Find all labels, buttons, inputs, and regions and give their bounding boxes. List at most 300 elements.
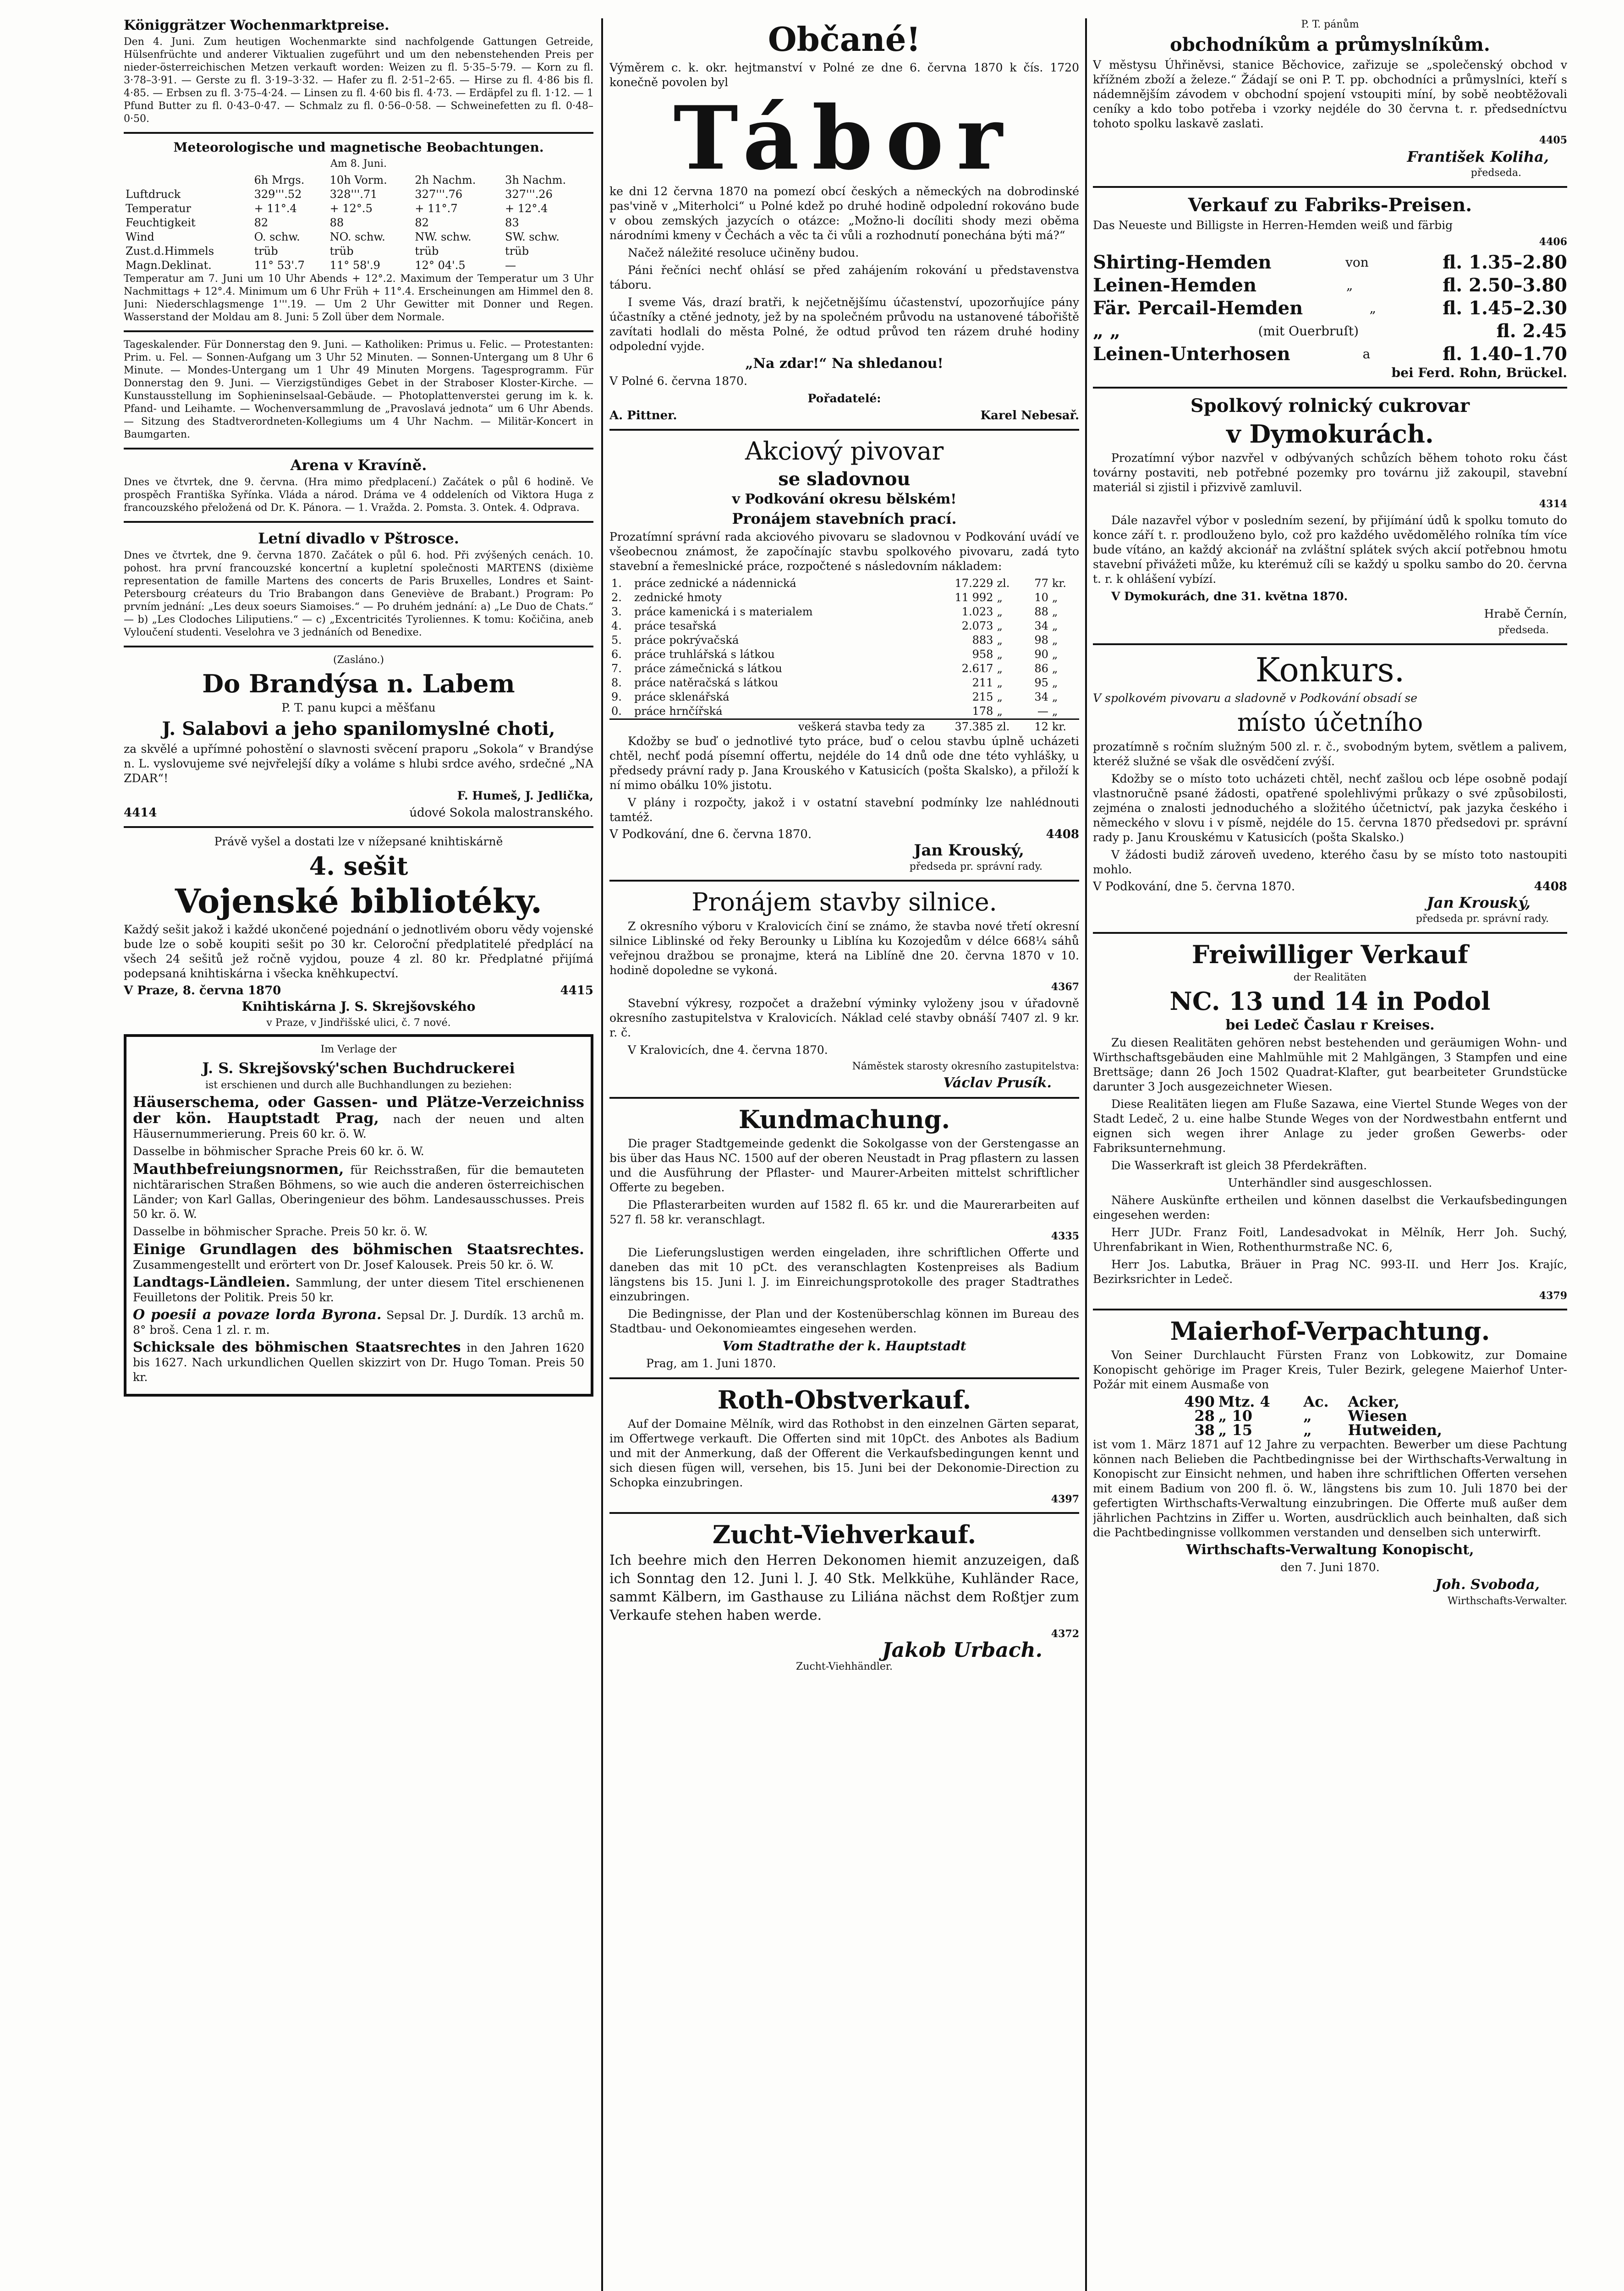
cell: 17.229 [955, 577, 993, 590]
kundmachung-sign: Vom Stadtrathe der k. Hauptstadt [722, 1338, 966, 1354]
cell: 2.617 [961, 662, 993, 675]
meteo-title: Meteorologische und magnetische Beobachtungen. [173, 140, 544, 155]
vieh-text: Ich beehre mich den Herren Dekonomen hiemit anzuzeigen, daß ich Sonntag den 12. Juni l. J. 40 Stk. Melkkühe, Kuhländer Race, sammt Kälbern, im Gasthause zu Liliána nächst dem Roßtjer zum Verkaufe stehen haben werde. [609, 1552, 1079, 1623]
cell: „ [997, 676, 1003, 689]
tabor-text2: ke dni 12 června 1870 na pomezí obcí českých a německých na dobrodinské pas'vině v „Miterholci“ u Polné kdež po druhé hodině odpolední rokováno bude v obou zemských jazycích o otázce: „Možno-li docíliti shody mezi oběma národními kmeny v Čechách a věc ta či vůli a rozhodnutí ponechána býti má?“ [609, 185, 1079, 242]
cell: práce zednické a nádennická [634, 577, 796, 590]
cell: „ [997, 619, 1003, 632]
meteo-date: Am 8. Juni. [330, 158, 387, 170]
road-date: V Kralovicích, dne 4. června 1870. [628, 1043, 828, 1057]
cell: 11° 53'.7 [254, 259, 305, 272]
library-issue: 4. sešit [309, 851, 408, 881]
meteo-head [124, 173, 252, 187]
book-title: Häuserschema, oder Gassen- und Plätze-Verzeichniss der kön. Hauptstadt Prag, [133, 1093, 584, 1127]
cell: 77 [1034, 577, 1048, 590]
list-item [133, 1242, 584, 1272]
column-left [124, 18, 593, 2291]
tabor-text1: Výměrem c. k. okr. hejtmanství v Polné ze dne 6. června 1870 k čís. 1720 konečně povolen byl [609, 61, 1079, 89]
sugar-sign: Hrabě Černín, [1484, 607, 1567, 620]
book-title: O poesii a povaze lorda Byrona. [133, 1307, 382, 1323]
book-desc: Preis 60 kr. ö. W. [327, 1145, 424, 1158]
cell: zl. [997, 720, 1010, 733]
cell: „ [1052, 619, 1058, 632]
list-item [133, 1340, 584, 1385]
cell: práce pokrývačská [634, 634, 739, 647]
cell: 958 [972, 648, 993, 661]
brandys-text: za skvělé a upřímné pohostění o slavnosti svěcení praporu „Sokola“ v Brandýse n. L. vyslovujeme své nejvřelejší díky a voláme s hlubi srdce avého, srdečné „NA ZDAR“! [124, 742, 593, 785]
ad-number: 4408 [1046, 828, 1079, 841]
cell: „ [997, 648, 1003, 661]
podol-pre: der Realitäten [1293, 972, 1367, 983]
table-row [609, 676, 1079, 690]
podol-text1: Zu diesen Realitäten gehören nebst bestehenden und geräumigen Wohn- und Wirthschaftsgebäuden eine Mahlmühle mit 2 Mahlgängen, 3 Stampfen und eine Brettsäge; dann 26 Joch 1502 Quadrat-Klafter, gut bearbeiteter Grundstücke darunter 3 Joch ausgezeichneter Wiesen. [1093, 1036, 1567, 1093]
table-row [609, 619, 1079, 633]
podol-text4: Unterhändler sind ausgeschlossen. [1228, 1176, 1432, 1189]
table-row [124, 187, 593, 202]
cell: + 11°.4 [254, 202, 297, 215]
ad-number: 4367 [1051, 981, 1079, 993]
meteo-text: Temperatur am 7. Juni um 10 Uhr Abends + 12°.2. Maximum der Temperatur um 3 Uhr Nachmittags + 12°.4. Minimum um 6 Uhr Früh + 11°.4. Erscheinungen am Himmel den 8. Juni: Niederschlagsmenge 1'''.19. — Um 2 Uhr Gewitter mit Donner und Regen. Wasserstand der Moldau am 8. Juni: 5 Zoll über dem Normale. [124, 273, 593, 323]
maierhof-org: Wirthschafts-Verwaltung Konopischt, [1186, 1542, 1474, 1558]
brewery-sub: v Podkování okresu bělském! [732, 491, 957, 507]
divider [124, 448, 593, 449]
tabor-organizers: Pořadatelé: [807, 392, 881, 405]
cell: veškerá stavba tedy za [798, 720, 925, 733]
cell: Temperatur [126, 202, 192, 215]
divider [124, 132, 593, 134]
tabor-text4: Páni řečníci nechť ohlásí se před zahájením rokování u představenstva táboru. [609, 263, 1079, 291]
cell: 98 [1034, 634, 1048, 647]
ad-number: 4405 [1539, 134, 1567, 146]
book-desc: Sepsal Dr. J. Durdík. 13 archů m. 8° broš. Cena 1 zl. r. m. [133, 1309, 584, 1337]
day-calendar-text: Tageskalender. Für Donnerstag den 9. Juni. — Katholiken: Primus u. Felic. — Protestanten: Prim. u. Fel. — Sonnen-Aufgang um 3 Uhr 52 Minuten. — Sonnen-Untergang um 8 Uhr 6 Minute. — Mondes-Untergang um 1 Uhr 49 Minuten Morgens. Tagesprogramm. Für Donnerstag den 9. Juni. — Vierzigstündiges Gebet in der Straboser Kloster-Kirche. — Kunstausstellung im Sophieninselsaal-Gebäude. — Photoplattenverstei gerung im k. k. Pfand- und Leihamte. — Wochenversammlung de „Pravoslavá jednota“ um 6 Uhr Abends. — Sitzung des Stadtverordneten-Kollegiums um 4 Uhr Nachm. — Militär-Koncert in Baumgarten. [124, 339, 593, 440]
ad-number: 4406 [1539, 236, 1567, 248]
book-desc: Preis 50 kr. ö. W. [330, 1225, 428, 1238]
cell: 5. [611, 634, 622, 647]
column-rule-left [601, 18, 603, 2291]
brandys-org: údové Sokola malostranského. [409, 806, 593, 820]
item-name: Leinen-Unterhosen [1093, 343, 1290, 365]
ad-number: 4372 [1051, 1628, 1079, 1640]
item-sep: von [1345, 255, 1369, 270]
maierhof-role: Wirthschafts-Verwalter. [1447, 1595, 1567, 1607]
cell: 329'''.52 [254, 188, 302, 201]
library-address: v Praze, v Jindřišské ulici, č. 7 nové. [266, 1017, 451, 1029]
cell: „ [1052, 591, 1058, 604]
podol-text5: Nähere Auskünfte ertheilen und können daselbst die Verkaufsbedingungen eingesehen werden: [1093, 1194, 1567, 1222]
table-row [609, 576, 1079, 591]
item-price: fl. 2.50–3.80 [1443, 274, 1567, 296]
table-row [124, 216, 593, 230]
brandys-sign: F. Humeš, J. Jedlička, [457, 789, 593, 802]
brewery-date: V Podkování, dne 6. června 1870. [609, 828, 812, 841]
book-desc: nach der neuen und alten Häusernummerierung. Preis 60 kr. ö. W. [133, 1113, 584, 1140]
cell: „ [1052, 691, 1058, 703]
konkurs-text2: prozatímně s ročním služným 500 zl. r. č., svobodným bytem, světlem a palivem, kteréž služné se však dle osvědčení zvýší. [1093, 740, 1567, 768]
book-title: Mauthbefreiungsnormen, [133, 1160, 344, 1178]
cell: Hutweiden, [1348, 1421, 1442, 1439]
theatre-text: Dnes ve čtvrtek, dne 9. června 1870. Začátek o půl 6. hod. Při zvýšených cenách. 10. pohost. hra první francouzské koncertní a kupletní společnosti MARTENS (dixième representation de famille Martens des concerts de Paris Bruxelles, Londres et Saint-Petersbourg créateurs du Trio Brabangon dans Geneviève de Brabant.) Program: Po prvním jednání: „Les deux soeurs Siamoises.“ — Po druhém jednání: a) „Le Duo de Chats.“ — b) „Les Clodoches Liliputiens.“ — c) „Excentricités Tyroliennes. K tomu: Kočičina, aneb Vyloučení studenti. Veselohra ve 3 jednáních od Benedixe. [124, 550, 593, 638]
road-text1: Z okresního výboru v Kralovicích činí se známo, že stavba nové třetí okresní silnice Liblinské od řeky Berounky u Liblína ku Kozojedům v délce 668¼ sáhů veřejnou dražbou se pronajme, která na Liblíně dne 20. června 1870 v 10. hodině dopoledne se vykoná. [609, 920, 1079, 977]
ad-number: 4379 [1539, 1290, 1567, 1302]
cell: Zust.d.Himmels [126, 245, 214, 258]
podol-text2: Diese Realitäten liegen am Fluße Sazawa, eine Viertel Stunde Weges von der Stadt Ledeč, 2 u. eine halbe Stunde Weges von der Nordwestbahn entfernt und eignen sich wegen ihrer Anlage zu jeder großen Gewerbs- oder Fabriksunternehmung. [1093, 1097, 1567, 1155]
konkurs-role: předseda pr. správní rady. [1416, 913, 1549, 925]
cell: 7. [611, 662, 622, 675]
cell: NO. schw. [329, 230, 385, 243]
cell: 0. [611, 705, 622, 718]
table-row [609, 704, 1079, 719]
cell: Mtz. 4 [1218, 1393, 1270, 1410]
cell: práce zámečnická s látkou [634, 662, 782, 675]
book-title: Schicksale des böhmischen Staatsrechtes [133, 1339, 461, 1355]
sugar-text2: Dále nazavřel výbor v posledním sezení, by přijímání údů k spolku tomuto do konce září t. r. prodlouženo bylo, což pro každého uvědomělého rolníka tím více bude vítáno, an každý akcionář na zvláštní splátek svých akcií potřebnou hmotu stavební přivážeti může, ku kterémuž cíli se každý u spolku sambo do 20. června t. r. k ohlášení vybízí. [1093, 514, 1567, 586]
item-price: fl. 1.45–2.30 [1443, 297, 1567, 319]
market-prices-title: Königgrätzer Wochenmarktpreise. [124, 18, 390, 33]
list-item [133, 1275, 584, 1305]
meteo-head: 3h Nachm. [505, 174, 566, 186]
cell: 8. [611, 676, 622, 689]
obst-text: Auf der Domaine Mělník, wird das Rothobst in den einzelnen Gärten separat, im Offertwege verkauft. Die Offerten sind mit 10pCt. des Anbotes als Badium und mit der Anmerkung, daß der Offerent die Verkaufsbedingungen kennt und sich diesen fügen will, versehen, bis 15. Juni bei der Dekonomie-Direction zu Schopka einzubringen. [609, 1417, 1079, 1489]
road-role: Náměstek starosty okresního zastupitelstva: [852, 1061, 1079, 1072]
shirts-text: Das Neueste und Billigste in Herren-Hemden weiß und färbig [1093, 219, 1453, 232]
divider [609, 429, 1079, 431]
cell: Luftdruck [126, 188, 181, 201]
item-name: Shirting-Hemden [1093, 252, 1272, 273]
item-name: Fär. Percail-Hemden [1093, 297, 1303, 319]
brewery-heading: Pronájem stavebních prací. [732, 510, 957, 527]
vieh-title: Zucht-Viehverkauf. [712, 1520, 977, 1549]
list-item [133, 1308, 584, 1337]
divider [1093, 186, 1567, 188]
item-sep: „ [1346, 278, 1353, 293]
cell: 12 [1034, 720, 1048, 733]
divider [609, 1097, 1079, 1099]
cell: „ [1052, 705, 1058, 718]
divider [609, 880, 1079, 882]
divider [1093, 1309, 1567, 1310]
book-ad-box [124, 1034, 593, 1397]
podol-text6: Herr JUDr. Franz Foitl, Landesadvokat in Mělník, Herr Joh. Suchý, Uhrenfabrikant in Wien, Rothenthurmstraße NC. 6, [1093, 1226, 1567, 1254]
podol-sub: bei Ledeč Časlau r Kreises. [1225, 1017, 1435, 1033]
cell: 95 [1034, 676, 1048, 689]
cell: — [1037, 705, 1048, 718]
arena-title: Arena v Kravíně. [290, 456, 427, 474]
item-price: fl. 1.40–1.70 [1443, 343, 1567, 365]
kundmachung-title: Kundmachung. [738, 1105, 950, 1134]
road-title: Pronájem stavby silnice. [691, 888, 997, 916]
konkurs-title: Konkurs. [1255, 651, 1405, 689]
road-text2: Stavební výkresy, rozpočet a dražební výminky vyloženy jsou v úřadovně okresního zastupitelstva v Kralovicích. Náklad celé stavby obnáší 7407 zl. 9 kr. r. č. [609, 997, 1079, 1039]
cell: 88 [329, 216, 344, 229]
traders-text: V městysu Úhřiněvsi, stanice Běchovice, zařizuje se „společenský obchod v křížném zboží a železe.“ Žádají se oni P. T. pp. obchodníci a průmyslníci, kteří s nádemnějším závodem v obchodní spojení vstoupiti míní, by sobě neobtěžovali ceníky a kdo tobo potřeba i vzorky nejdéle do 30 června t. r. předsedníctvu tohoto spolku laskavě zaslati. [1093, 58, 1567, 130]
item-sep: a [1362, 346, 1371, 362]
library-place: V Praze, 8. června 1870 [124, 984, 281, 998]
brewery-sign: Jan Krouský, [914, 841, 1024, 860]
cell: — [505, 259, 516, 272]
price-row [1093, 297, 1567, 320]
list-item [133, 1095, 584, 1141]
cell: kr. [1052, 720, 1066, 733]
maierhof-table [1164, 1395, 1496, 1437]
divider [609, 1377, 1079, 1379]
brewery-cost-table [609, 576, 1079, 734]
cell: „ [997, 691, 1003, 703]
library-text: Každý sešit jakož i každé ukončené pojednání o jednotlivém oboru vědy vojenské bude lze o sobě koupiti sešit po 30 kr. Celoroční předplatitelé předplácí na všech 24 sešitů jež ročně vyjdou, pouze 4 zl. 80 kr. Předplatné přijímá podepsaná knihtiskárna i všecka kněhkupectví. [124, 923, 593, 980]
table-row [124, 244, 593, 258]
cell: zl. [997, 577, 1010, 590]
ad-number: 4408 [1534, 880, 1567, 893]
cell: trüb [505, 245, 529, 258]
konkurs-sign: Jan Krouský, [1426, 894, 1531, 911]
divider [609, 1512, 1079, 1514]
cell: 211 [972, 676, 993, 689]
cell: 82 [415, 216, 429, 229]
brewery-title2: se sladovnou [778, 468, 911, 490]
book-title: Dasselbe in böhmischer Sprache [133, 1145, 324, 1158]
cell: 6. [611, 648, 622, 661]
book-title: Einige Grundlagen des böhmischen Staatsrechtes. [133, 1240, 584, 1258]
sugar-date: V Dymokurách, dne 31. května 1870. [1111, 590, 1348, 603]
maierhof-title: Maierhof-Verpachtung. [1170, 1316, 1490, 1346]
cell: Magn.Deklinat. [126, 259, 212, 272]
cell: 10 [1034, 591, 1048, 604]
tabor-signatures [609, 409, 1079, 422]
column-right [1093, 18, 1567, 2291]
cell: 328'''.71 [329, 188, 378, 201]
cell: 34 [1034, 691, 1048, 703]
cell: 215 [972, 691, 993, 703]
cell: 3. [611, 605, 622, 618]
road-sign: Václav Prusík. [943, 1075, 1052, 1091]
table-row [609, 605, 1079, 619]
divider [1093, 387, 1567, 389]
konkurs-text4: V žádosti budiž zároveň uvedeno, kterého času by se místo toto nastoupiti mohlo. [1093, 848, 1567, 876]
meteo-head: 6h Mrgs. [254, 174, 305, 186]
cell: Wiesen [1348, 1407, 1408, 1425]
konkurs-text1: V spolkovém pivovaru a sladovně v Podkování obsadí se [1093, 691, 1418, 705]
brewery-footer [609, 828, 1079, 841]
table-row [124, 258, 593, 273]
cell: práce natěračská s látkou [634, 676, 779, 689]
kundmachung-text4: Die Bedingnisse, der Plan und der Kostenüberschlag können im Bureau des Stadtbau- und Oekonomieamtes eingesehen werden. [609, 1307, 1079, 1335]
cell: 86 [1034, 662, 1048, 675]
table-row [609, 647, 1079, 662]
theatre-title: Letní divadlo v Pštrosce. [258, 530, 459, 547]
cell: 327'''.26 [505, 188, 553, 201]
book-pre: Im Verlage der [320, 1044, 397, 1055]
cell: „ [997, 705, 1003, 718]
cell: 88 [1034, 605, 1048, 618]
library-title: Vojenské bibliotéky. [175, 882, 543, 921]
cell: práce hrnčířská [634, 705, 723, 718]
tabor-text5: I sveme Vás, drazí bratři, k nejčetnějšímu účastenství, upozorňujíce pány účastníky a ctěné jednoty, jež by na společném průvodu na ustanovené tábořiště zavítati hodlali do města Polné, že odtud průvod ten rázem druhé hodiny odpolední vyjde. [609, 296, 1079, 353]
tabor-heading: Tábor [673, 87, 1015, 189]
item-price: fl. 2.45 [1496, 320, 1567, 342]
cell: kr. [1052, 577, 1066, 590]
shirts-sign: bei Ferd. Rohn, Brückel. [1391, 365, 1567, 380]
cell: „ [1303, 1407, 1312, 1425]
maierhof-text2: ist vom 1. März 1871 auf 12 Jahre zu verpachten. Bewerber um diese Pachtung können nach Belieben die Pachtbedingnisse bei der Wirthschafts-Verwaltung in Konopischt zur Einsicht nehmen, und haben ihre schriftlichen Offerten versehen mit einem Badium von 200 fl. ö. W., längstens bis zum 10. Juli 1870 bei der gefertigten Wirthschafts-Verwaltung einzubringen. Die Offerte muß außer dem jährlichen Pachtzins in Ziffer u. Worten, ausdrücklich auch beinhalten, daß sich die Pachtbedingnisse vollkommen verstanden und denselben sich unterwirft. [1093, 1438, 1567, 1539]
table-row [609, 690, 1079, 704]
podol-title: Freiwilliger Verkauf [1191, 940, 1469, 969]
shirts-title: Verkauf zu Fabriks-Preisen. [1188, 194, 1472, 216]
table-row [124, 202, 593, 216]
cell: 90 [1034, 648, 1048, 661]
cell: O. schw. [254, 230, 300, 243]
meteo-table [124, 173, 593, 273]
traders-sign: František Koliha, [1407, 148, 1549, 165]
cell: Acker, [1348, 1393, 1399, 1410]
cell: 4. [611, 619, 622, 632]
table-row [609, 633, 1079, 647]
sugar-title2: v Dymokurách. [1226, 419, 1434, 449]
cell: 2. [611, 591, 622, 604]
list-item [133, 1162, 584, 1222]
brewery-text3: V plány i rozpočty, jakož i v ostatní stavební podmínky lze nahlédnouti tamtéž. [609, 796, 1079, 824]
book-title: Dasselbe in böhmischer Sprache. [133, 1225, 327, 1238]
salaba-name: J. Salabovi a jeho spanilomyslné choti, [162, 718, 555, 740]
ad-number: 4314 [1539, 498, 1567, 510]
book-publisher: J. S. Skrejšovský'schen Buchdruckerei [202, 1059, 515, 1077]
book-title: Landtags-Ländleien. [133, 1274, 291, 1290]
cell: zednické hmoty [634, 591, 722, 604]
library-footer [124, 984, 593, 998]
traders-role: předseda. [1470, 167, 1521, 179]
price-row [1093, 320, 1567, 343]
kundmachung-text1: Die prager Stadtgemeinde gedenkt die Sokolgasse von der Gerstengasse an bis über das Haus NC. 1500 auf der oberen Neustadt in Prag pflastern zu lassen und die Ausführung der Pflaster- und Maurer-Arbeiten mittelst schriftlicher Offerte zu begeben. [609, 1137, 1079, 1194]
item-sep: (mit Ouerbruſt) [1258, 323, 1359, 339]
cell: „ [1052, 605, 1058, 618]
divider [124, 646, 593, 647]
kundmachung-text2: Die Pflasterarbeiten wurden auf 1582 fl. 65 kr. und die Maurerarbeiten auf 527 fl. 58 kr. veranschlagt. [609, 1198, 1079, 1226]
list-item [133, 1224, 584, 1239]
cell: + 12°.5 [329, 202, 373, 215]
cell: „ [997, 591, 1003, 604]
signature: Karel Nebesař. [980, 409, 1079, 422]
item-name: Leinen-Hemden [1093, 274, 1257, 296]
cell: práce sklenářská [634, 691, 730, 703]
ad-number: 4414 [124, 806, 157, 820]
cell: 12° 04'.5 [415, 259, 466, 272]
cell: 883 [972, 634, 993, 647]
brandys-subtitle: P. T. panu kupci a měšťanu [281, 701, 436, 714]
book-desc: Zusammengestellt und erörtert von Dr. Josef Kalousek. Preis 50 kr. ö. W. [133, 1258, 554, 1272]
cell: NW. schw. [415, 230, 472, 243]
item-sep: „ [1369, 301, 1376, 316]
meteo-head: 2h Nachm. [415, 174, 476, 186]
cell: + 11°.7 [415, 202, 458, 215]
tabor-text3: Načež náležité resoluce učiněny budou. [628, 246, 859, 259]
cell: 11° 58'.9 [329, 259, 380, 272]
meteo-header-row [124, 173, 593, 187]
table-row [124, 230, 593, 244]
cell: 1.023 [961, 605, 993, 618]
cell: „ 15 [1218, 1421, 1252, 1439]
book-desc: Sammlung, der unter diesem Titel erschienenen Feuilletons der Politik. Preis 50 kr. [133, 1276, 585, 1304]
cell: 490 [1184, 1393, 1215, 1410]
maierhof-date: den 7. Juni 1870. [1280, 1561, 1380, 1574]
book-desc: für Reichsstraßen, für die bemauteten nichtärarischen Straßen Böhmens, so wie auch die anderen österreichischen Länder; von Karl Gallas, Oberingenieur des böhm. Landesausschusses. Preis 50 kr. ö. W. [133, 1163, 584, 1221]
tabor-slogan: „Na zdar!“ Na shledanou! [745, 356, 944, 372]
column-rule-right [1085, 18, 1087, 2291]
divider [1093, 932, 1567, 934]
cell: 9. [611, 691, 622, 703]
arena-text: Dnes ve čtvrtek, dne 9. června. (Hra mimo předplacení.) Začátek o půl 6 hodině. Ve prospěch Františka Syřínka. Vláda a národ. Dráma ve 4 oddeleních od Viktora Huga z francouzského přeložená od Dr. K. Pánora. — 1. Vražda. 2. Pomsta. 3. Ontek. 4. Odprava. [124, 477, 593, 514]
column-middle [609, 18, 1079, 2291]
price-row [1093, 343, 1567, 366]
divider [1093, 643, 1567, 645]
cell: práce tesařská [634, 619, 717, 632]
total-row [609, 719, 1079, 734]
divider [124, 330, 593, 332]
ad-number: 4415 [560, 984, 593, 998]
signature: A. Pittner. [609, 409, 677, 422]
maierhof-text1: Von Seiner Durchlaucht Fürsten Franz von Lobkowitz, zur Domaine Konopischt gehörige im Prager Kreis, Tuler Bezirk, gelegene Maierhof Unter-Požár mit einem Ausmaße von [1093, 1348, 1567, 1391]
sugar-role: předseda. [1498, 625, 1549, 636]
cell: „ [1052, 676, 1058, 689]
podol-text7: Herr Jos. Labutka, Bräuer in Prag NC. 993-II. und Herr Jos. Krajíc, Bezirksrichter in Ledeč. [1093, 1258, 1567, 1286]
cell: 178 [972, 705, 993, 718]
podol-heading: NC. 13 und 14 in Podol [1169, 987, 1491, 1016]
cell: „ [997, 634, 1003, 647]
brewery-text2: Kdožby se buď o jednotlivé tyto práce, buď o celou stavbu úplně ucházeti chtěl, nechť podá písemní offertu, nejdéle do 14 dnů ode dne této vyhlášky, u předsedy právní rady p. Jana Krouského v Katusicích (pošta Skalsko), a přiloží k ní mimo obálku 10% jistotu. [609, 734, 1079, 792]
cell: Wind [126, 230, 154, 243]
kundmachung-date: Prag, am 1. Juni 1870. [646, 1357, 776, 1370]
tabor-title: Občané! [768, 20, 921, 59]
item-name: „ „ [1093, 320, 1120, 342]
cell: „ [1052, 662, 1058, 675]
kundmachung-text3: Die Lieferungslustigen werden eingeladen, ihre schriftlichen Offerte und daneben das mit 10 pCt. des veranschlagten Kostenpreises als Badium längstens bis 15. Juni l. J. im Einreichungsprotokolle des prager Stadtrathes einzubringen. [609, 1246, 1079, 1303]
cell: „ [1052, 634, 1058, 647]
book-sub: ist erschienen und durch alle Buchhandlungen zu beziehen: [205, 1080, 512, 1091]
ad-number: 4335 [1051, 1230, 1079, 1242]
cell: 28 [1194, 1407, 1215, 1425]
cell: 83 [505, 216, 519, 229]
cell: 82 [254, 216, 269, 229]
tabor-date: V Polné 6. června 1870. [609, 374, 747, 388]
zaslano-label: (Zasláno.) [333, 654, 384, 666]
brewery-title: Akciový pivovar [745, 437, 944, 466]
konkurs-footer [1093, 880, 1567, 893]
cell: 327'''.76 [415, 188, 463, 201]
cell: Feuchtigkeit [126, 216, 196, 229]
cell: „ [997, 605, 1003, 618]
brewery-text1: Prozatímní správní rada akciového pivovaru se sladovnou v Podkování uvádí ve všeobecnou známost, že započínajíc stavbu spolkového pivovaru, zadá tyto stavební a řemeslnické práce, rozpočtené s následovním nákladem: [609, 530, 1079, 573]
cell: SW. schw. [505, 230, 560, 243]
table-row [609, 662, 1079, 676]
divider [124, 826, 593, 828]
item-price: fl. 1.35–2.80 [1443, 252, 1567, 273]
library-firm: Knihtiskárna J. S. Skrejšovského [241, 999, 476, 1014]
konkurs-text3: Kdožby se o místo toto ucházeti chtěl, nechť zašlou ocb lépe osobně podají vlastnoručně psané žádosti, opatřené spolehlivými průkazy o své způsobilosti, zejména o znalosti jednoduchého a složitého účetnictví, pak jazyka českého i německého v slovu i v písmě, nejdéle do 15. června 1870 předsedovi pr. správní rady p. Janu Krouskému v Katusicích (pošta Skalsko.) [1093, 772, 1567, 844]
vieh-role: Zucht-Viehhändler. [796, 1661, 893, 1672]
obst-title: Roth-Obstverkauf. [717, 1385, 971, 1414]
cell: 37.385 [955, 720, 993, 733]
library-pre: Právě vyšel a dostati lze v nížepsané knihtiskárně [214, 835, 503, 848]
cell: „ [1052, 648, 1058, 661]
cell: 34 [1034, 619, 1048, 632]
cell: „ [1303, 1421, 1312, 1439]
brandys-footer [124, 806, 593, 820]
cell: + 12°.4 [505, 202, 548, 215]
brewery-role: předseda pr. správní rady. [909, 861, 1042, 872]
divider [124, 521, 593, 523]
konkurs-date: V Podkování, dne 5. června 1870. [1093, 880, 1295, 893]
sugar-text1: Prozatímní výbor nazvřel v odbývaných schůzích během tohoto roku část továrny postaviti, neb potřebné pozemky pro továrnu již zakoupil, stavební materiál si zjistil i přizvivě zamluvil. [1093, 451, 1567, 494]
cell: 38 [1194, 1421, 1215, 1439]
sugar-title: Spolkový rolnický cukrovar [1190, 395, 1470, 417]
